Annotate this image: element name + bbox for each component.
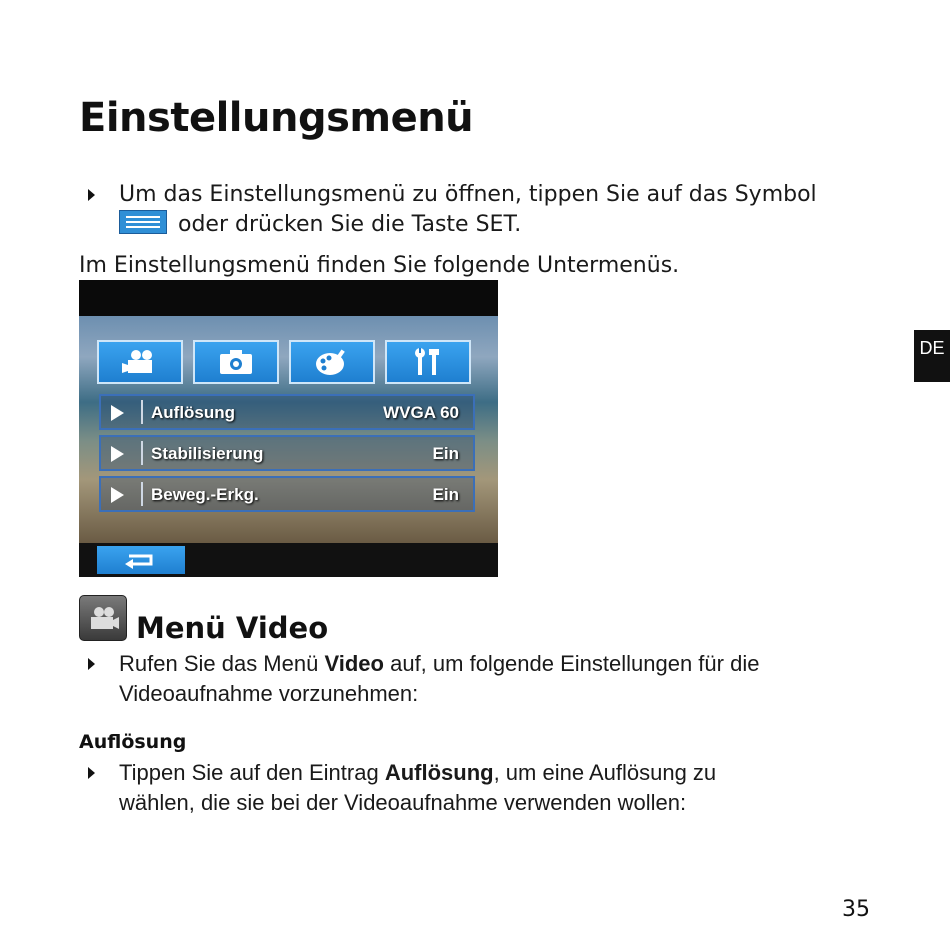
menu-row-stabilisierung[interactable] (99, 435, 475, 471)
section-heading-video: Menü Video (136, 611, 329, 645)
video-bullet-line2: Videoaufnahme vorzunehmen: (119, 681, 419, 706)
play-arrow-icon (111, 487, 124, 503)
tab-video[interactable] (97, 340, 183, 384)
row-label: Beweg.-Erkg. (151, 485, 259, 504)
tab-tools[interactable] (385, 340, 471, 384)
photo-camera-icon (216, 347, 256, 377)
settings-menu-screenshot (79, 280, 498, 577)
menu-list-icon (119, 210, 167, 234)
section-heading-aufloesung: Auflösung (79, 731, 187, 753)
row-value: Ein (432, 444, 459, 463)
row-value: WVGA 60 (383, 403, 459, 422)
intro-bullet-line2 (119, 210, 521, 240)
aufloesung-bullet-line2: wählen, die sie bei der Videoaufnahme verwenden wollen: (119, 790, 687, 815)
play-arrow-icon (111, 405, 124, 421)
video-menu-icon (79, 595, 127, 641)
video-camera-icon (85, 604, 121, 632)
aufloesung-bullet-line1: Tippen Sie auf den Eintrag Auflösung, um eine Auflösung zu (119, 760, 717, 785)
tools-icon (408, 347, 448, 377)
video-camera-icon (120, 347, 160, 377)
page-title: Einstellungsmenü (79, 95, 474, 141)
play-arrow-icon (111, 446, 124, 462)
menu-row-aufloesung[interactable] (99, 394, 475, 430)
tab-photo[interactable] (193, 340, 279, 384)
bullet-arrow-icon (88, 189, 95, 201)
row-label: Auflösung (151, 403, 236, 422)
intro-bullet-line1: Um das Einstellungsmenü zu öffnen, tippen Sie auf das Symbol (119, 182, 817, 207)
language-tab: DE (914, 330, 950, 382)
intro-paragraph: Im Einstellungsmenü finden Sie folgende Untermenüs. (79, 253, 680, 278)
bullet-arrow-icon (88, 767, 95, 779)
palette-icon (312, 347, 352, 377)
page-number: 35 (842, 897, 870, 922)
intro-bullet-line2-text: oder drücken Sie die Taste SET. (178, 212, 522, 237)
row-value: Ein (432, 485, 459, 504)
tab-effects[interactable] (289, 340, 375, 384)
bullet-arrow-icon (88, 658, 95, 670)
video-bullet-line1: Rufen Sie das Menü Video auf, um folgende Einstellungen für die (119, 651, 760, 676)
menu-row-bewegung[interactable] (99, 476, 475, 512)
return-arrow-icon (121, 550, 161, 570)
row-label: Stabilisierung (151, 444, 264, 463)
back-button[interactable] (97, 546, 185, 574)
